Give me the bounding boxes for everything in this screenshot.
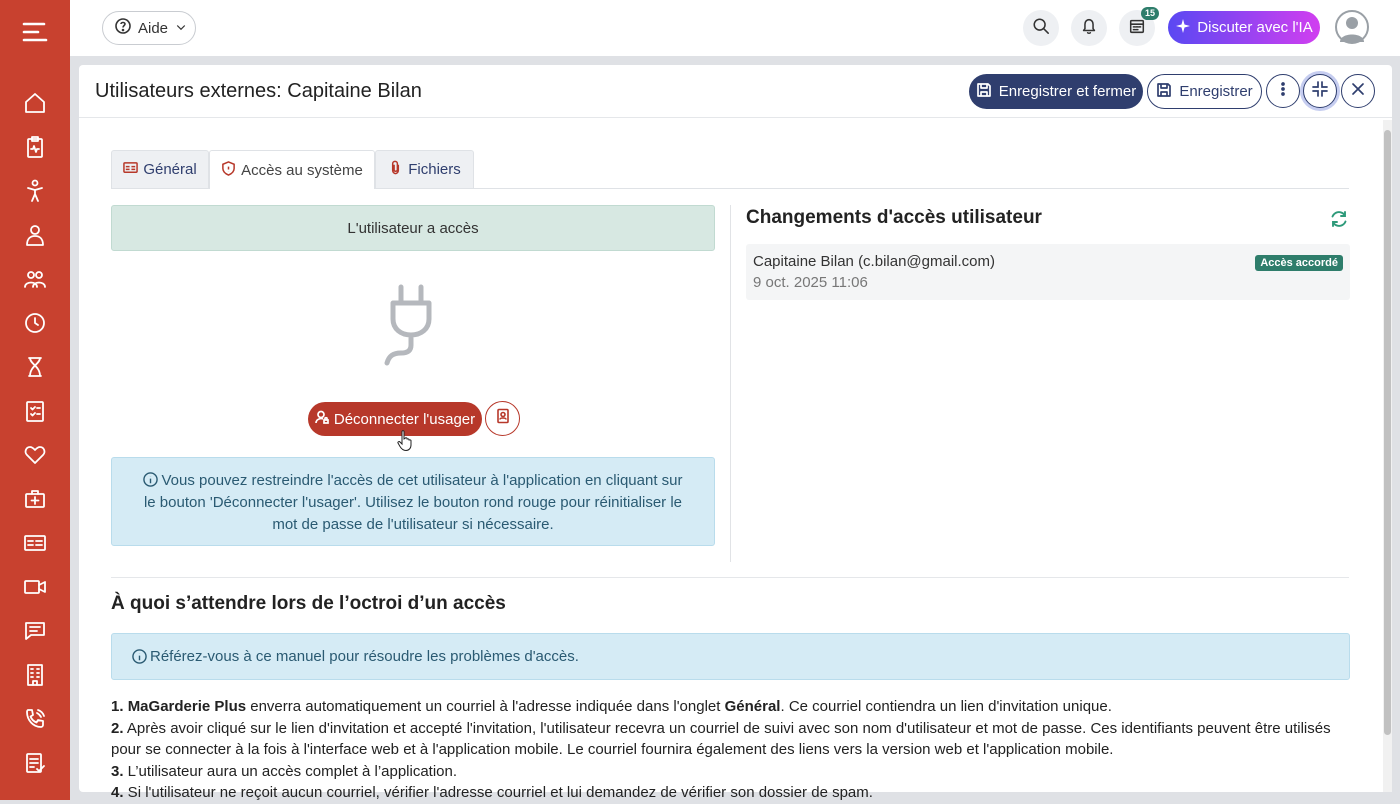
step-item — [111, 761, 1349, 783]
badge-icon — [495, 408, 511, 429]
disconnect-user-button[interactable] — [308, 402, 482, 436]
disconnect-user-label: Déconnecter l'usager — [333, 410, 476, 428]
user-lock-icon — [315, 410, 329, 428]
save-button[interactable] — [1147, 74, 1262, 109]
notification-count-badge: 15 — [1141, 7, 1159, 20]
step-number: 4. — [111, 784, 124, 801]
sidebar — [0, 0, 70, 800]
access-info-box — [111, 457, 715, 546]
ai-chat-button[interactable] — [1168, 11, 1320, 44]
tab-files-label: Fichiers — [408, 161, 461, 178]
help-label: Aide — [138, 19, 169, 37]
info-icon — [143, 472, 158, 487]
tab-reference: Général — [724, 698, 781, 715]
medical-kit-icon[interactable] — [22, 486, 48, 512]
video-icon[interactable] — [22, 574, 48, 600]
heart-icon[interactable] — [22, 442, 48, 468]
expectations-title: À quoi s’attendre lors de l’octroi d’un accès — [111, 593, 506, 614]
clipboard-pulse-icon[interactable] — [22, 134, 48, 160]
access-changes-title: Changements d'accès utilisateur — [746, 207, 1042, 228]
clock-icon[interactable] — [22, 310, 48, 336]
home-icon[interactable] — [22, 90, 48, 116]
refresh-icon[interactable] — [1329, 209, 1349, 229]
user-form-panel — [79, 65, 1392, 801]
floppy-disk-icon — [1156, 82, 1172, 102]
message-icon[interactable] — [22, 618, 48, 644]
close-icon — [1350, 81, 1366, 102]
child-icon[interactable] — [22, 178, 48, 204]
shield-icon — [221, 161, 236, 180]
chevron-down-icon — [175, 20, 187, 37]
phone-icon[interactable] — [22, 706, 48, 732]
sparkle-icon — [1175, 18, 1191, 38]
id-card-icon[interactable] — [22, 530, 48, 556]
step-text: Si l'utilisateur ne reçoit aucun courriel, vérifier l'adresse courriel et lui demandez de vérifier son dossier de spam. — [123, 784, 873, 801]
hourglass-icon[interactable] — [22, 354, 48, 380]
change-date: 9 oct. 2025 11:06 — [753, 274, 868, 291]
save-and-close-button[interactable] — [969, 74, 1143, 109]
help-button[interactable] — [102, 11, 196, 45]
tab-system-access[interactable] — [209, 150, 375, 189]
access-change-item — [746, 244, 1350, 300]
step-item — [111, 782, 1349, 804]
more-vertical-icon — [1275, 81, 1291, 102]
steps-list — [111, 696, 1349, 804]
tab-bar — [111, 150, 1349, 189]
tab-general[interactable] — [111, 150, 209, 188]
tab-files[interactable] — [375, 150, 474, 188]
save-label: Enregistrer — [1179, 83, 1253, 100]
staff-icon[interactable] — [22, 222, 48, 248]
scrollbar[interactable] — [1383, 120, 1392, 792]
avatar[interactable] — [1335, 10, 1369, 44]
step-number: 2. — [111, 719, 124, 737]
manual-info-box[interactable] — [111, 633, 1350, 680]
step-item — [111, 718, 1349, 761]
reset-password-button[interactable] — [485, 401, 520, 436]
step-number: 1. — [111, 698, 124, 715]
more-options-button[interactable] — [1266, 74, 1300, 108]
scrollbar-thumb[interactable] — [1384, 130, 1391, 735]
menu-icon[interactable] — [22, 20, 48, 44]
change-user-name: Capitaine Bilan (c.bilan@gmail.com) — [753, 253, 995, 270]
access-status-banner: L'utilisateur a accès — [111, 205, 715, 251]
hand-cursor-icon — [397, 430, 413, 452]
step-item — [111, 696, 1349, 718]
step-text: Après avoir cliqué sur le lien d'invitation et accepté l'invitation, l'utilisateur recevra un courriel de suivi avec son nom d'utilisateur et mot de passe. Ces identifiants peuvent être utilisés pour se connecter à la fois à l'interface web et à l'application mobile. Le courriel fournira également des liens vers la version web et l'application mobile. — [111, 719, 1331, 758]
calendar-button[interactable] — [1119, 10, 1155, 46]
minimize-button[interactable] — [1303, 74, 1337, 108]
bell-icon — [1080, 17, 1098, 40]
step-number: 3. — [111, 762, 124, 780]
manual-link-text[interactable]: Référez-vous à ce manuel pour résoudre les problèmes d'accès. — [150, 648, 579, 665]
info-icon — [132, 649, 147, 664]
ai-chat-label: Discuter avec l'IA — [1197, 19, 1313, 36]
status-badge: Accès accordé — [1255, 255, 1343, 271]
panel-header — [79, 65, 1392, 118]
tab-general-label: Général — [143, 161, 197, 178]
help-icon — [115, 18, 131, 38]
save-and-close-label: Enregistrer et fermer — [998, 83, 1137, 100]
paperclip-icon — [388, 160, 403, 179]
search-icon — [1032, 17, 1050, 40]
search-button[interactable] — [1023, 10, 1059, 46]
close-button[interactable] — [1341, 74, 1375, 108]
step-text: L’utilisateur aura un accès complet à l’application. — [123, 762, 458, 780]
id-card-icon — [123, 160, 138, 179]
app-name: MaGarderie Plus — [127, 698, 247, 715]
section-divider — [111, 577, 1349, 578]
column-divider — [730, 205, 731, 562]
checklist-icon[interactable] — [22, 398, 48, 424]
tab-system-access-label: Accès au système — [241, 161, 363, 179]
building-icon[interactable] — [22, 662, 48, 688]
collapse-icon — [1312, 81, 1328, 102]
calendar-icon — [1128, 17, 1146, 40]
plug-icon — [379, 283, 439, 367]
step-text: enverra automatiquement un courriel à l'adresse indiquée dans l'onglet — [246, 698, 725, 715]
group-icon[interactable] — [22, 266, 48, 292]
notifications-button[interactable] — [1071, 10, 1107, 46]
report-icon[interactable] — [22, 750, 48, 776]
top-bar — [70, 0, 1400, 56]
access-info-text: Vous pouvez restreindre l'accès de cet utilisateur à l'application en cliquant sur le bouton 'Déconnecter l'usager'. Utilisez le bouton rond rouge pour réinitialiser le mot de passe de l'utilisateur si nécessaire. — [143, 472, 683, 533]
step-text: . Ce courriel contiendra un lien d'invitation unique. — [780, 698, 1112, 715]
page-title: Utilisateurs externes: Capitaine Bilan — [95, 80, 422, 102]
floppy-disk-icon — [976, 82, 992, 102]
